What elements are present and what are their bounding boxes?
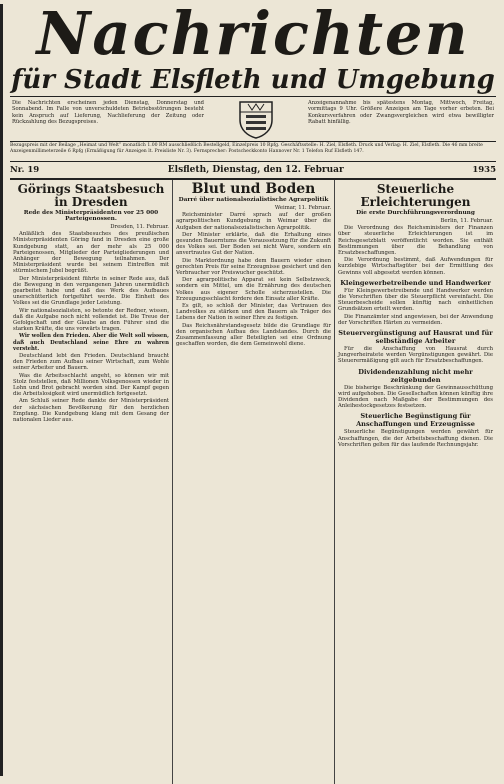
- paragraph: Reichsminister Darré sprach auf der großen agrarpolitischen Kundgebung in Weimar über die Aufgaben der nationalsozialistischen Agrarpolitik.: [176, 212, 331, 231]
- city-coat-of-arms-icon: [236, 98, 276, 140]
- paragraph: Es gilt, so schloß der Minister, das Vertrauen des Landvolkes zu stärken und den Bauern als Träger des Lebens der Nation in seiner Ehre zu festigen.: [176, 303, 331, 322]
- dateline-steuer: Berlin, 11. Februar.: [440, 218, 493, 224]
- subhead: Dividendenzahlung nicht mehr zeitgebunden: [358, 367, 473, 384]
- info-left: Die Nachrichten erscheinen jeden Dienstag, Donnerstag und Sonnabend. Im Falle von unverschuldeten Betriebsstörungen besteht kein Anspruch auf Lieferung, Nachlieferung der Zeitung oder Rückzahlung des Bezugspreises.: [12, 100, 204, 126]
- paragraph: Für Kleingewerbetreibende und Handwerker werden die Vorschriften über die Steuerpflicht vereinfacht. Die Steuerbescheide sollen künftig nach einheitlichen Grundsätzen erteilt werden.: [338, 287, 493, 313]
- paragraph: Der Minister erklärte, daß die Erhaltung eines gesunden Bauerntums die Voraussetzung für die Zukunft des Volkes sei. Der Boden sei nicht Ware, sondern ein anvertrautes Gut der Nation.: [176, 231, 331, 257]
- subhead: Steuervergünstigung auf Hausrat und für selbständige Arbeiter: [338, 329, 493, 346]
- paragraph: Wir wollen den Frieden. Aber die Welt soll wissen, daß auch Deutschland seine Ehre zu wahren versteht.: [13, 333, 169, 352]
- info-right: Anzeigenannahme bis spätestens Montag, Mittwoch, Freitag, vormittags 9 Uhr. Größere Anzeigen am Tage vorher erbeten. Bei Konkursverfahren oder Zwangsvergleichen wird etwa bewilligter Rabatt hinfällig.: [308, 100, 494, 126]
- dek-goering: Rede des Ministerpräsidenten vor 25 000 Parteigenossen.: [23, 210, 159, 222]
- bezugspreis-line: Bezugspreis mit der Beilage „Heimat und Welt“ monatlich 1.00 RM ausschließlich Bestellgeld, Einzelpreis 10 Rpfg. Geschäftsstelle: H. Ziel, Elsfleth. Druck und Verlag: H. Ziel, Elsfleth. Die 46 mm breite Anzeigenmillimeterzeile 6 Rpfg (Ermäßigung für Anzeigen lt. Preisliste Nr. 3). Fernsprecher: Postscheckkonto Hannover Nr. 1 Telefon Ruf Elsfleth 147.: [10, 142, 496, 162]
- paragraph: Wir nationalsozialisten, so betonte der Redner, wissen, daß die Aufgabe noch nicht vollendet ist. Die Treue der Gefolgschaft und der Glaube an den Führer sind die starken Kräfte, die uns vorwärts tragen.: [13, 307, 169, 333]
- column-darre: [172, 180, 334, 784]
- dateline-darre: Weimar, 11. Februar.: [274, 205, 331, 211]
- paragraph: Für die Anschaffung von Hausrat durch Jungverheiratete werden Vergünstigungen gewährt. Die Steuerermäßigung gilt auch für Ersatzbeschaffungen.: [338, 346, 493, 365]
- paragraph: Die Verordnung bestimmt, daß Aufwendungen für kurzlebige Wirtschaftsgüter bei der Ermittlung des Gewinns voll abgesetzt werden können.: [338, 257, 493, 276]
- paragraph: Am Schluß seiner Rede dankte der Ministerpräsident der sächsischen Bevölkerung für den herzlichen Empfang. Die Kundgebung klang mit dem Gesang der nationalen Lieder aus.: [13, 398, 169, 424]
- masthead-subtitle: für Stadt Elsfleth und Umgebung: [11, 65, 495, 95]
- paragraph: Anläßlich des Staatsbesuches des preußischen Ministerpräsidenten Göring fand in Dresden eine große Kundgebung statt, an der mehr als 25 000 Parteigenossen, Mitglieder der Parteigliederungen und Anhänger der Bewegung teilnahmen. Der Ministerpräsident wurde bei seinem Eintreffen mit stürmischem Jubel begrüßt.: [13, 231, 169, 275]
- dateline-goering: Dresden, 11. Februar.: [110, 224, 169, 230]
- subhead: Steuerliche Begünstigung für Anschaffungen und Erzeugnisse: [356, 412, 475, 429]
- crest-area: [206, 97, 306, 141]
- subhead: Kleingewerbetreibende und Handwerker: [340, 278, 491, 287]
- masthead-title: Nachrichten: [36, 0, 470, 68]
- paragraph: Deutschland lebt den Frieden. Deutschland braucht den Frieden zum Aufbau seiner Wirtschaft, zum Wohle seiner Arbeiter und Bauern.: [13, 353, 169, 372]
- issue-number: Nr. 19: [10, 165, 40, 175]
- paragraph: Das Reichsnährstandsgesetz bilde die Grundlage für den organischen Aufbau des Landstandes. Durch die Zusammenfassung aller Beteiligten sei eine Ordnung geschaffen worden, die dem Gemeinwohl diene.: [176, 322, 331, 348]
- paragraph: Steuerliche Begünstigungen werden gewährt für Anschaffungen, die der Arbeitsbeschaffung dienen. Die Vorschriften gelten für das laufende Rechnungsjahr.: [338, 429, 493, 448]
- dateline: [10, 162, 496, 180]
- headline-darre: Blut und Boden: [191, 181, 316, 197]
- headline-goering: Görings Staatsbesuch in Dresden: [17, 182, 165, 209]
- paragraph: Die Verordnung des Reichsministers der Finanzen über steuerliche Erleichterungen ist im Reichsgesetzblatt veröffentlicht worden. Sie enthält Bestimmungen über die Behandlung von Ersatzbeschaffungen.: [338, 225, 493, 257]
- paragraph: Die bisherige Beschränkung der Gewinnausschüttung wird aufgehoben. Die Gesellschaften können künftig ihre Dividenden nach Maßgabe der Bestimmungen des Anleihestockgesetzes festsetzen.: [338, 384, 493, 410]
- column-steuer: [334, 180, 496, 784]
- paragraph: Der agrarpolitische Apparat sei kein Selbstzweck, sondern ein Mittel, um die Ernährung des deutschen Volkes aus eigener Scholle sicherzustellen. Die Erzeugungsschlacht fordere den Einsatz aller Kräfte.: [176, 277, 331, 302]
- info-bar: [10, 96, 496, 142]
- paragraph: Die Marktordnung habe dem Bauern wieder einen gerechten Preis für seine Erzeugnisse gesichert und den Verbraucher vor Preiswucher geschützt.: [176, 257, 331, 277]
- paragraph: Der Ministerpräsident führte in seiner Rede aus, daß die Bewegung in den vergangenen Jahren unermüdlich gearbeitet habe und daß das Werk des Aufbaues unerschütterlich fortgeführt werde. Die Einheit des Volkes sei die Grundlage jeder Leistung.: [13, 275, 169, 307]
- dek-steuer: Die erste Durchführungsverordnung: [356, 210, 475, 216]
- paragraph: Was die Arbeitsschlacht angeht, so können wir mit Stolz feststellen, daß Millionen Volksgenossen wieder in Lohn und Brot gebracht worden sind. Der Kampf gegen die Arbeitslosigkeit wird unermüdlich fortgesetzt.: [13, 372, 169, 398]
- article-columns: [10, 180, 496, 784]
- paragraph: Die Finanzämter sind angewiesen, bei der Anwendung der Vorschriften Härten zu vermeiden.: [338, 313, 493, 326]
- dek-darre: Darré über nationalsozialistische Agrarpolitik: [178, 197, 329, 203]
- year: 1935: [472, 165, 496, 175]
- page-edge: [0, 4, 3, 776]
- place-date: Elsfleth, Dienstag, den 12. Februar: [167, 165, 344, 175]
- headline-steuer: Steuerliche Erleichterungen: [360, 182, 471, 209]
- column-goering: [10, 180, 172, 784]
